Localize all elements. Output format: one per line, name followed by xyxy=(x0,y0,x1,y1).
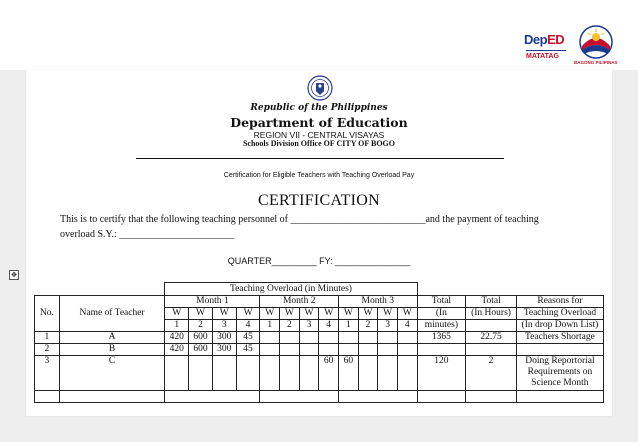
week-number: 2 xyxy=(358,320,378,332)
week-letter: W xyxy=(358,308,378,320)
cell-week[interactable] xyxy=(358,332,378,344)
cell-no[interactable]: 3 xyxy=(35,356,60,391)
cell-week[interactable] xyxy=(280,356,300,391)
col-header-total-min-2: (In xyxy=(417,308,466,320)
cell-week[interactable] xyxy=(260,344,280,356)
cell-week[interactable] xyxy=(165,356,189,391)
week-number: 1 xyxy=(339,320,359,332)
week-letter: W xyxy=(299,308,319,320)
table-row-empty xyxy=(35,391,604,403)
table-row xyxy=(35,344,604,356)
cell-reason-dropdown[interactable]: Teachers Shortage xyxy=(516,332,603,344)
division-heading: Schools Division Office OF CITY OF BOGO xyxy=(242,139,395,148)
col-header-total-hr: Total xyxy=(466,296,517,308)
month-header: Month 3 xyxy=(339,296,418,308)
cell-week[interactable] xyxy=(260,356,280,391)
top-banner xyxy=(0,0,638,70)
group-header-overload: Teaching Overload (in Minutes) xyxy=(165,283,417,296)
week-letter: W xyxy=(212,308,236,320)
cell-week[interactable] xyxy=(260,332,280,344)
cell-week[interactable] xyxy=(358,356,378,391)
week-letter: W xyxy=(260,308,280,320)
cell-week[interactable]: 45 xyxy=(236,332,260,344)
deped-logo xyxy=(524,24,570,64)
republic-heading: Republic of the Philippines xyxy=(250,103,388,113)
table-row xyxy=(35,356,604,391)
letterhead-divider xyxy=(136,158,504,159)
header-logos xyxy=(524,24,616,68)
week-letter: W xyxy=(339,308,359,320)
week-letter: W xyxy=(319,308,339,320)
week-number: 3 xyxy=(299,320,319,332)
cell-week[interactable]: 45 xyxy=(236,344,260,356)
col-header-total-min: Total xyxy=(417,296,466,308)
cell-total-min[interactable] xyxy=(417,344,466,356)
cell-name[interactable]: B xyxy=(59,344,165,356)
certify-paragraph-line-2: overload S.Y.: _______________________ xyxy=(60,229,235,240)
table-move-handle-icon[interactable]: ✥ xyxy=(9,270,19,280)
cell-total-hr[interactable]: 22.75 xyxy=(466,332,517,344)
week-number: 3 xyxy=(212,320,236,332)
cell-week[interactable]: 300 xyxy=(212,344,236,356)
cell-reason-dropdown[interactable]: Doing Reportorial Requirements on Science Month xyxy=(516,356,603,391)
quarter-fy-line: QUARTER_________ FY: _______________ xyxy=(227,256,411,266)
cell-week[interactable] xyxy=(280,344,300,356)
week-letter: W xyxy=(397,308,417,320)
col-header-reason-3: (In drop Down List) xyxy=(516,320,603,332)
cell-week[interactable] xyxy=(236,356,260,391)
week-number: 4 xyxy=(236,320,260,332)
cell-week[interactable]: 420 xyxy=(165,344,189,356)
cell-no[interactable]: 1 xyxy=(35,332,60,344)
cell-reason-dropdown[interactable] xyxy=(516,344,603,356)
cell-week[interactable] xyxy=(339,332,359,344)
col-header-no: No. xyxy=(35,296,60,332)
cell-week[interactable] xyxy=(319,344,339,356)
cell-week[interactable]: 600 xyxy=(189,344,213,356)
region-heading: REGION VII - CENTRAL VISAYAS xyxy=(253,130,385,140)
cell-week[interactable] xyxy=(189,356,213,391)
cell-week[interactable] xyxy=(397,356,417,391)
week-number: 2 xyxy=(280,320,300,332)
deped-logo-suffix: ED xyxy=(547,32,565,47)
document-title: CERTIFICATION xyxy=(257,192,381,209)
cell-week[interactable] xyxy=(358,344,378,356)
week-letter: W xyxy=(378,308,398,320)
cell-name[interactable]: C xyxy=(59,356,165,391)
cell-week[interactable] xyxy=(397,332,417,344)
month-header: Month 2 xyxy=(260,296,339,308)
cell-total-min[interactable]: 1365 xyxy=(417,332,466,344)
bagong-pilipinas-caption: BAGONG PILIPINAS xyxy=(574,60,618,65)
cell-week[interactable]: 60 xyxy=(319,356,339,391)
cell-week[interactable] xyxy=(299,344,319,356)
document-subtitle: Certification for Eligible Teachers with Teaching Overload Pay xyxy=(223,172,415,179)
col-header-total-min-3: minutes) xyxy=(417,320,466,332)
week-letter: W xyxy=(280,308,300,320)
cell-name[interactable]: A xyxy=(59,332,165,344)
cell-week[interactable] xyxy=(319,332,339,344)
deped-logo-prefix: Dep xyxy=(524,32,548,47)
cell-total-hr[interactable] xyxy=(466,344,517,356)
cell-week[interactable] xyxy=(280,332,300,344)
cell-week[interactable]: 300 xyxy=(212,332,236,344)
cell-week[interactable] xyxy=(299,356,319,391)
week-number: 1 xyxy=(165,320,189,332)
certificate-document xyxy=(26,70,612,416)
week-number: 4 xyxy=(397,320,417,332)
cell-total-hr[interactable]: 2 xyxy=(466,356,517,391)
cell-week[interactable] xyxy=(378,356,398,391)
week-letter: W xyxy=(189,308,213,320)
month-header: Month 1 xyxy=(165,296,260,308)
col-header-total-hr-2: (In Hours) xyxy=(466,308,517,320)
col-header-reason: Reasons for xyxy=(516,296,603,308)
table-header-row-group xyxy=(35,283,604,296)
cell-week[interactable] xyxy=(397,344,417,356)
cell-week[interactable] xyxy=(299,332,319,344)
col-header-reason-2: Teaching Overload xyxy=(516,308,603,320)
week-number: 3 xyxy=(378,320,398,332)
department-heading: Department of Education xyxy=(230,115,408,130)
col-header-name: Name of Teacher xyxy=(59,296,165,332)
teaching-overload-table xyxy=(34,282,604,403)
week-number: 1 xyxy=(260,320,280,332)
table-row xyxy=(35,332,604,344)
week-number: 2 xyxy=(189,320,213,332)
cell-week[interactable] xyxy=(339,344,359,356)
week-letter: W xyxy=(165,308,189,320)
bagong-pilipinas-emblem-icon xyxy=(576,24,616,60)
cell-total-min[interactable]: 120 xyxy=(417,356,466,391)
deped-seal-icon xyxy=(307,75,333,101)
cell-week[interactable]: 420 xyxy=(165,332,189,344)
cell-week[interactable] xyxy=(212,356,236,391)
week-number: 4 xyxy=(319,320,339,332)
cell-week[interactable] xyxy=(378,344,398,356)
cell-week[interactable]: 60 xyxy=(339,356,359,391)
cell-week[interactable]: 600 xyxy=(189,332,213,344)
certify-paragraph-line-1: This is to certify that the following teaching personnel of ___________________________and the payment of teaching xyxy=(60,214,539,225)
table-header-row-months xyxy=(35,296,604,308)
week-letter: W xyxy=(236,308,260,320)
cell-no[interactable]: 2 xyxy=(35,344,60,356)
cell-week[interactable] xyxy=(378,332,398,344)
matatag-label: MATATAG xyxy=(526,53,559,60)
bagong-pilipinas-logo xyxy=(576,24,616,68)
